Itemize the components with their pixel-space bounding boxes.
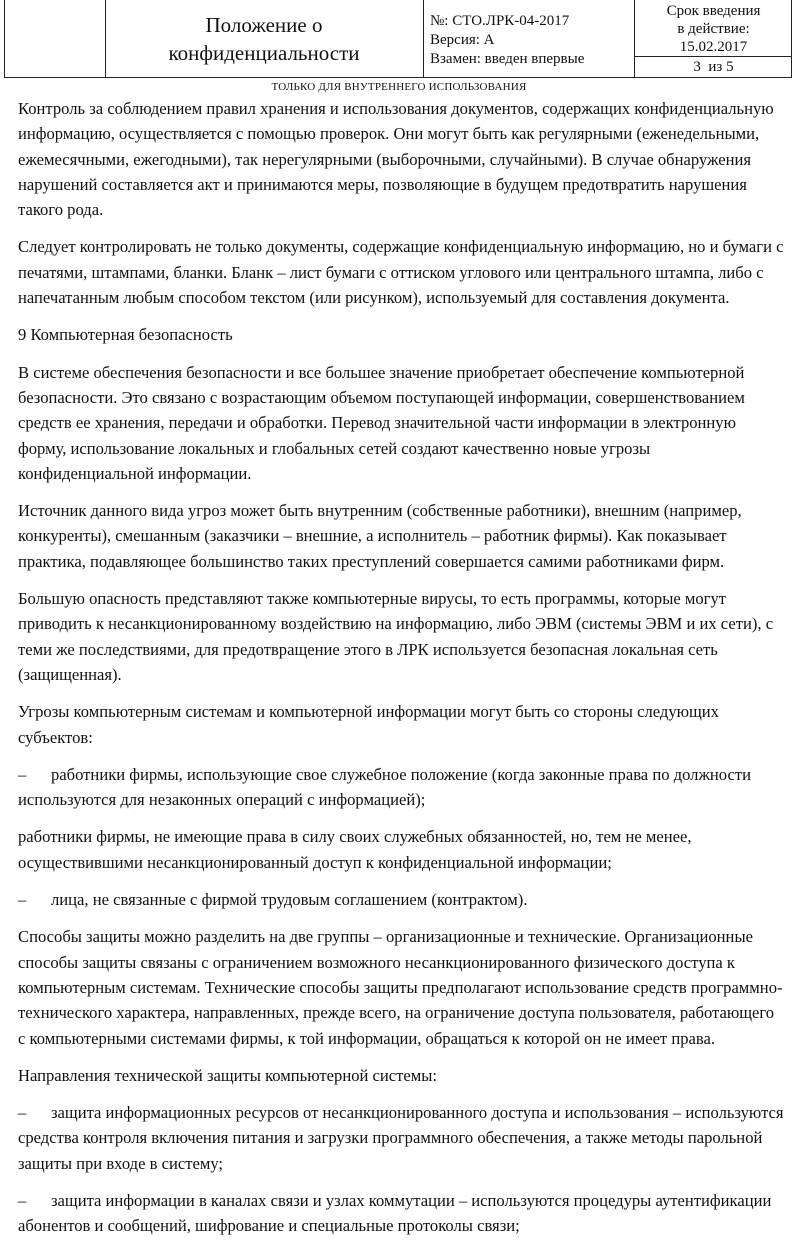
logo-cell [5,0,106,77]
page-total: из 5 [708,59,734,75]
dash-marker: – [18,764,27,784]
dash-marker: – [18,890,27,910]
title-line-1: Положение о [205,12,323,37]
paragraph: Большую опасность представляют также компьютерные вирусы, то есть программы, которые могут приводить к несанкционированному воздействию на информацию, либо ЭВМ (системы ЭВМ и их сети), с теми же последствиями, для предотвращение этого в ЛРК используется безопасная локальная сеть (защищенная). [18,589,774,684]
paragraph: Контроль за соблюдением правил хранения и использования документов, содержащих конфиденциальную информацию, осуществляется с помощью проверок. Они могут быть как регулярными (еженедельными, ежемесячными, ежегодными), так нерегулярными (выборочными, случайными). В случае обнаружения нарушений составляется акт и принимаются меры, позволяющие в будущем предотвратить нарушения такого рода. [18,99,774,220]
paragraph: Способы защиты можно разделить на две группы – организационные и технические. Организационные способы защиты связаны с ограничением возможного несанкционированного физического доступа к компьютерным системам. Технические способы защиты предполагают использование средств программно-технического характера, направленных, прежде всего, на ограничение доступа пользователя, работающего с компьютерными системами фирмы, к той информации, обращаться к которой он не имеет права. [18,927,783,1048]
document-header-table [4,0,792,78]
list-item-text: защита информационных ресурсов от несанкционированного доступа и использования – используются средства контроля включения питания и загрузки программного обеспечения, а также методы парольной защиты при входе в систему; [18,1103,784,1173]
list-item [18,1100,784,1176]
classification-label: ТОЛЬКО ДЛЯ ВНУТРЕННЕГО ИСПОЛЬЗОВАНИЯ [271,81,527,93]
doc-number: №: СТО.ЛРК-04-2017 [430,13,570,29]
effective-date-cell [635,0,792,77]
document-info [423,0,635,77]
list-item-text: лица, не связанные с фирмой трудовым соглашением (контрактом). [51,890,528,910]
section-heading: 9 Компьютерная безопасность [18,325,233,345]
effective-label-2: в действие: [677,21,750,37]
title-line-2: конфиденциальности [168,40,360,65]
paragraph: Направления технической защиты компьютерной системы: [18,1065,438,1085]
effective-date: 15.02.2017 [679,39,748,55]
list-item [18,762,784,813]
dash-marker: – [18,1103,27,1123]
list-item-text: защита информации в каналах связи и узлах коммутации – используются процедуры аутентификации абонентов и сообщений, шифрование и специальные протоколы связи; [18,1190,772,1236]
page-number [635,57,792,77]
paragraph: Угрозы компьютерным системам и компьютерной информации могут быть со стороны следующих субъектов: [18,702,719,747]
list-item-text: работники фирмы, использующие свое служебное положение (когда законные права по должности используются для незаконных операций с информацией); [18,764,751,810]
paragraph: работники фирмы, не имеющие права в силу своих служебных обязанностей, но, тем не менее, осуществившими несанкционированный доступ к конфиденциальной информации; [18,827,692,872]
doc-version: Версия: А [430,32,495,48]
paragraph: Следует контролировать не только документы, содержащие конфиденциальную информацию, но и бумаги с печатями, штампами, бланки. Бланк – лист бумаги с оттиском углового или центрального штампа, либо с напечатанным любым способом текстом (или рисунком), используемый для составления документа. [18,237,784,308]
page-current: 3 [693,59,701,75]
document-title [105,0,424,77]
paragraph: Источник данного вида угроз может быть внутренним (собственные работники), внешним (например, конкуренты), смешанным (заказчики – внешние, а исполнитель – работник фирмы). Как показывает практика, подавляющее большинство таких преступлений совершается самими работниками фирм. [18,501,742,571]
effective-label-1: Срок введения [666,3,761,19]
list-item [18,1188,784,1239]
document-body [18,96,784,1251]
dash-marker: – [18,1190,27,1210]
doc-replaces: Взамен: введен впервые [430,51,585,67]
paragraph: В системе обеспечения безопасности и все большее значение приобретает обеспечение компьютерной безопасности. Это связано с возрастающим объемом поступающей информации, совершенствованием средств ее хранения, передачи и обработки. Перевод значительной части информации в электронную форму, использование локальных и глобальных сетей создают качественно новые угрозы конфиденциальной информации. [18,362,745,483]
list-item [18,887,784,912]
